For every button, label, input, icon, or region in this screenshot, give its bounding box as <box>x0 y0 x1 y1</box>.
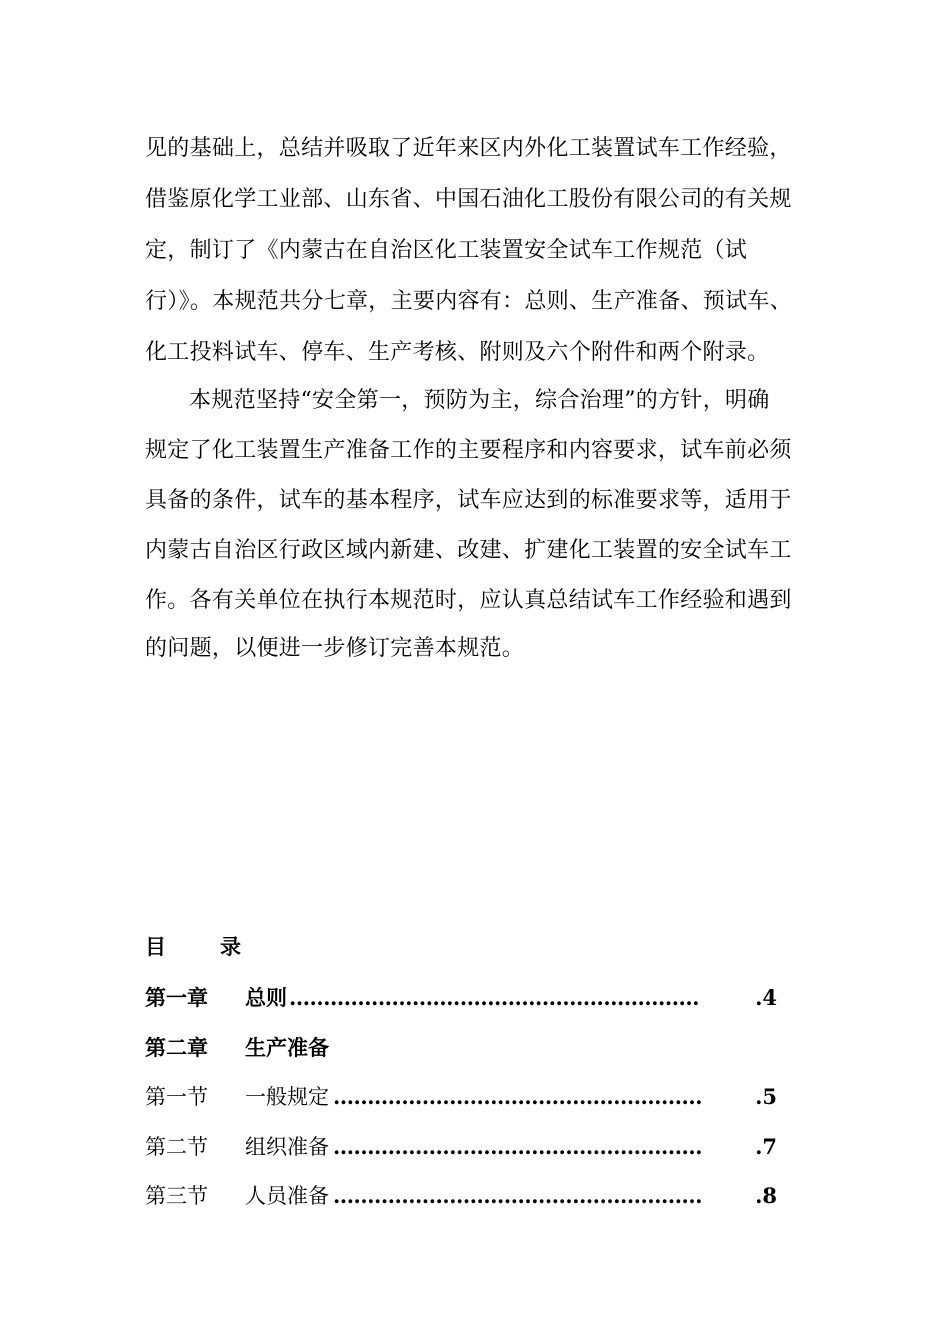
toc-entry-title: 人员准备 <box>245 1184 329 1208</box>
toc-leader-dots: ……………………………………………… <box>333 1183 702 1208</box>
paragraph1-line-3: 定，制订了《内蒙古在自治区化工装置安全试车工作规范（试 <box>145 238 748 263</box>
toc-leader-dots: ……………………………………………… <box>333 1134 702 1159</box>
toc-entry-page: .7 <box>755 1134 777 1159</box>
toc-leader-dots: …………………………………………………… <box>289 985 699 1010</box>
paragraph2-line-1: 本规范坚持“安全第一，预防为主，综合治理”的方针，明确 <box>189 388 770 413</box>
paragraph1-line-2: 借鉴原化学工业部、山东省、中国石油化工股份有限公司的有关规 <box>145 187 792 212</box>
toc-entry[interactable] <box>145 982 777 1014</box>
paragraph2-line-3: 具备的条件，试车的基本程序，试车应达到的标准要求等，适用于 <box>145 488 792 513</box>
toc-leader-dots: ……………………………………………… <box>333 1084 702 1109</box>
paragraph2-line-4: 内蒙古自治区行政区域内新建、改建、扩建化工装置的安全试车工 <box>145 538 792 563</box>
toc-entry-page: .5 <box>755 1084 777 1109</box>
toc-entry-number: 第二节 <box>145 1135 208 1159</box>
toc-entry-title: 生产准备 <box>245 1035 329 1060</box>
toc-entry-page: .8 <box>755 1183 777 1208</box>
toc-title <box>145 932 241 962</box>
toc-entry-number: 第二章 <box>145 1035 208 1060</box>
paragraph1-line-5: 化工投料试车、停车、生产考核、附则及六个附件和两个附录。 <box>145 340 770 365</box>
toc-entry[interactable] <box>145 1131 777 1163</box>
paragraph2-line-5: 作。各有关单位在执行本规范时，应认真总结试车工作经验和遇到 <box>145 588 792 613</box>
toc-entry-number: 第三节 <box>145 1184 208 1208</box>
toc-entry-title: 总则 <box>245 985 287 1010</box>
toc-entry-number: 第一节 <box>145 1085 208 1109</box>
paragraph2-line-2: 规定了化工装置生产准备工作的主要程序和内容要求，试车前必须 <box>145 438 792 463</box>
toc-entry[interactable] <box>145 1032 777 1064</box>
paragraph2-line-6: 的问题，以便进一步修订完善本规范。 <box>145 636 525 661</box>
toc-entry[interactable] <box>145 1081 777 1113</box>
toc-title-left: 目 <box>145 934 166 959</box>
toc-entry[interactable] <box>145 1180 777 1212</box>
paragraph1-line-4: 行）》。本规范共分七章，主要内容有：总则、生产准备、预试车、 <box>145 289 793 314</box>
toc-entry-title: 组织准备 <box>245 1135 329 1159</box>
toc-entry-number: 第一章 <box>145 985 208 1010</box>
toc-entry-title: 一般规定 <box>245 1085 329 1109</box>
paragraph1-line-1: 见的基础上，总结并吸取了近年来区内外化工装置试车工作经验， <box>145 136 792 161</box>
toc-entry-page: .4 <box>755 985 777 1010</box>
toc-title-right: 录 <box>220 934 241 959</box>
